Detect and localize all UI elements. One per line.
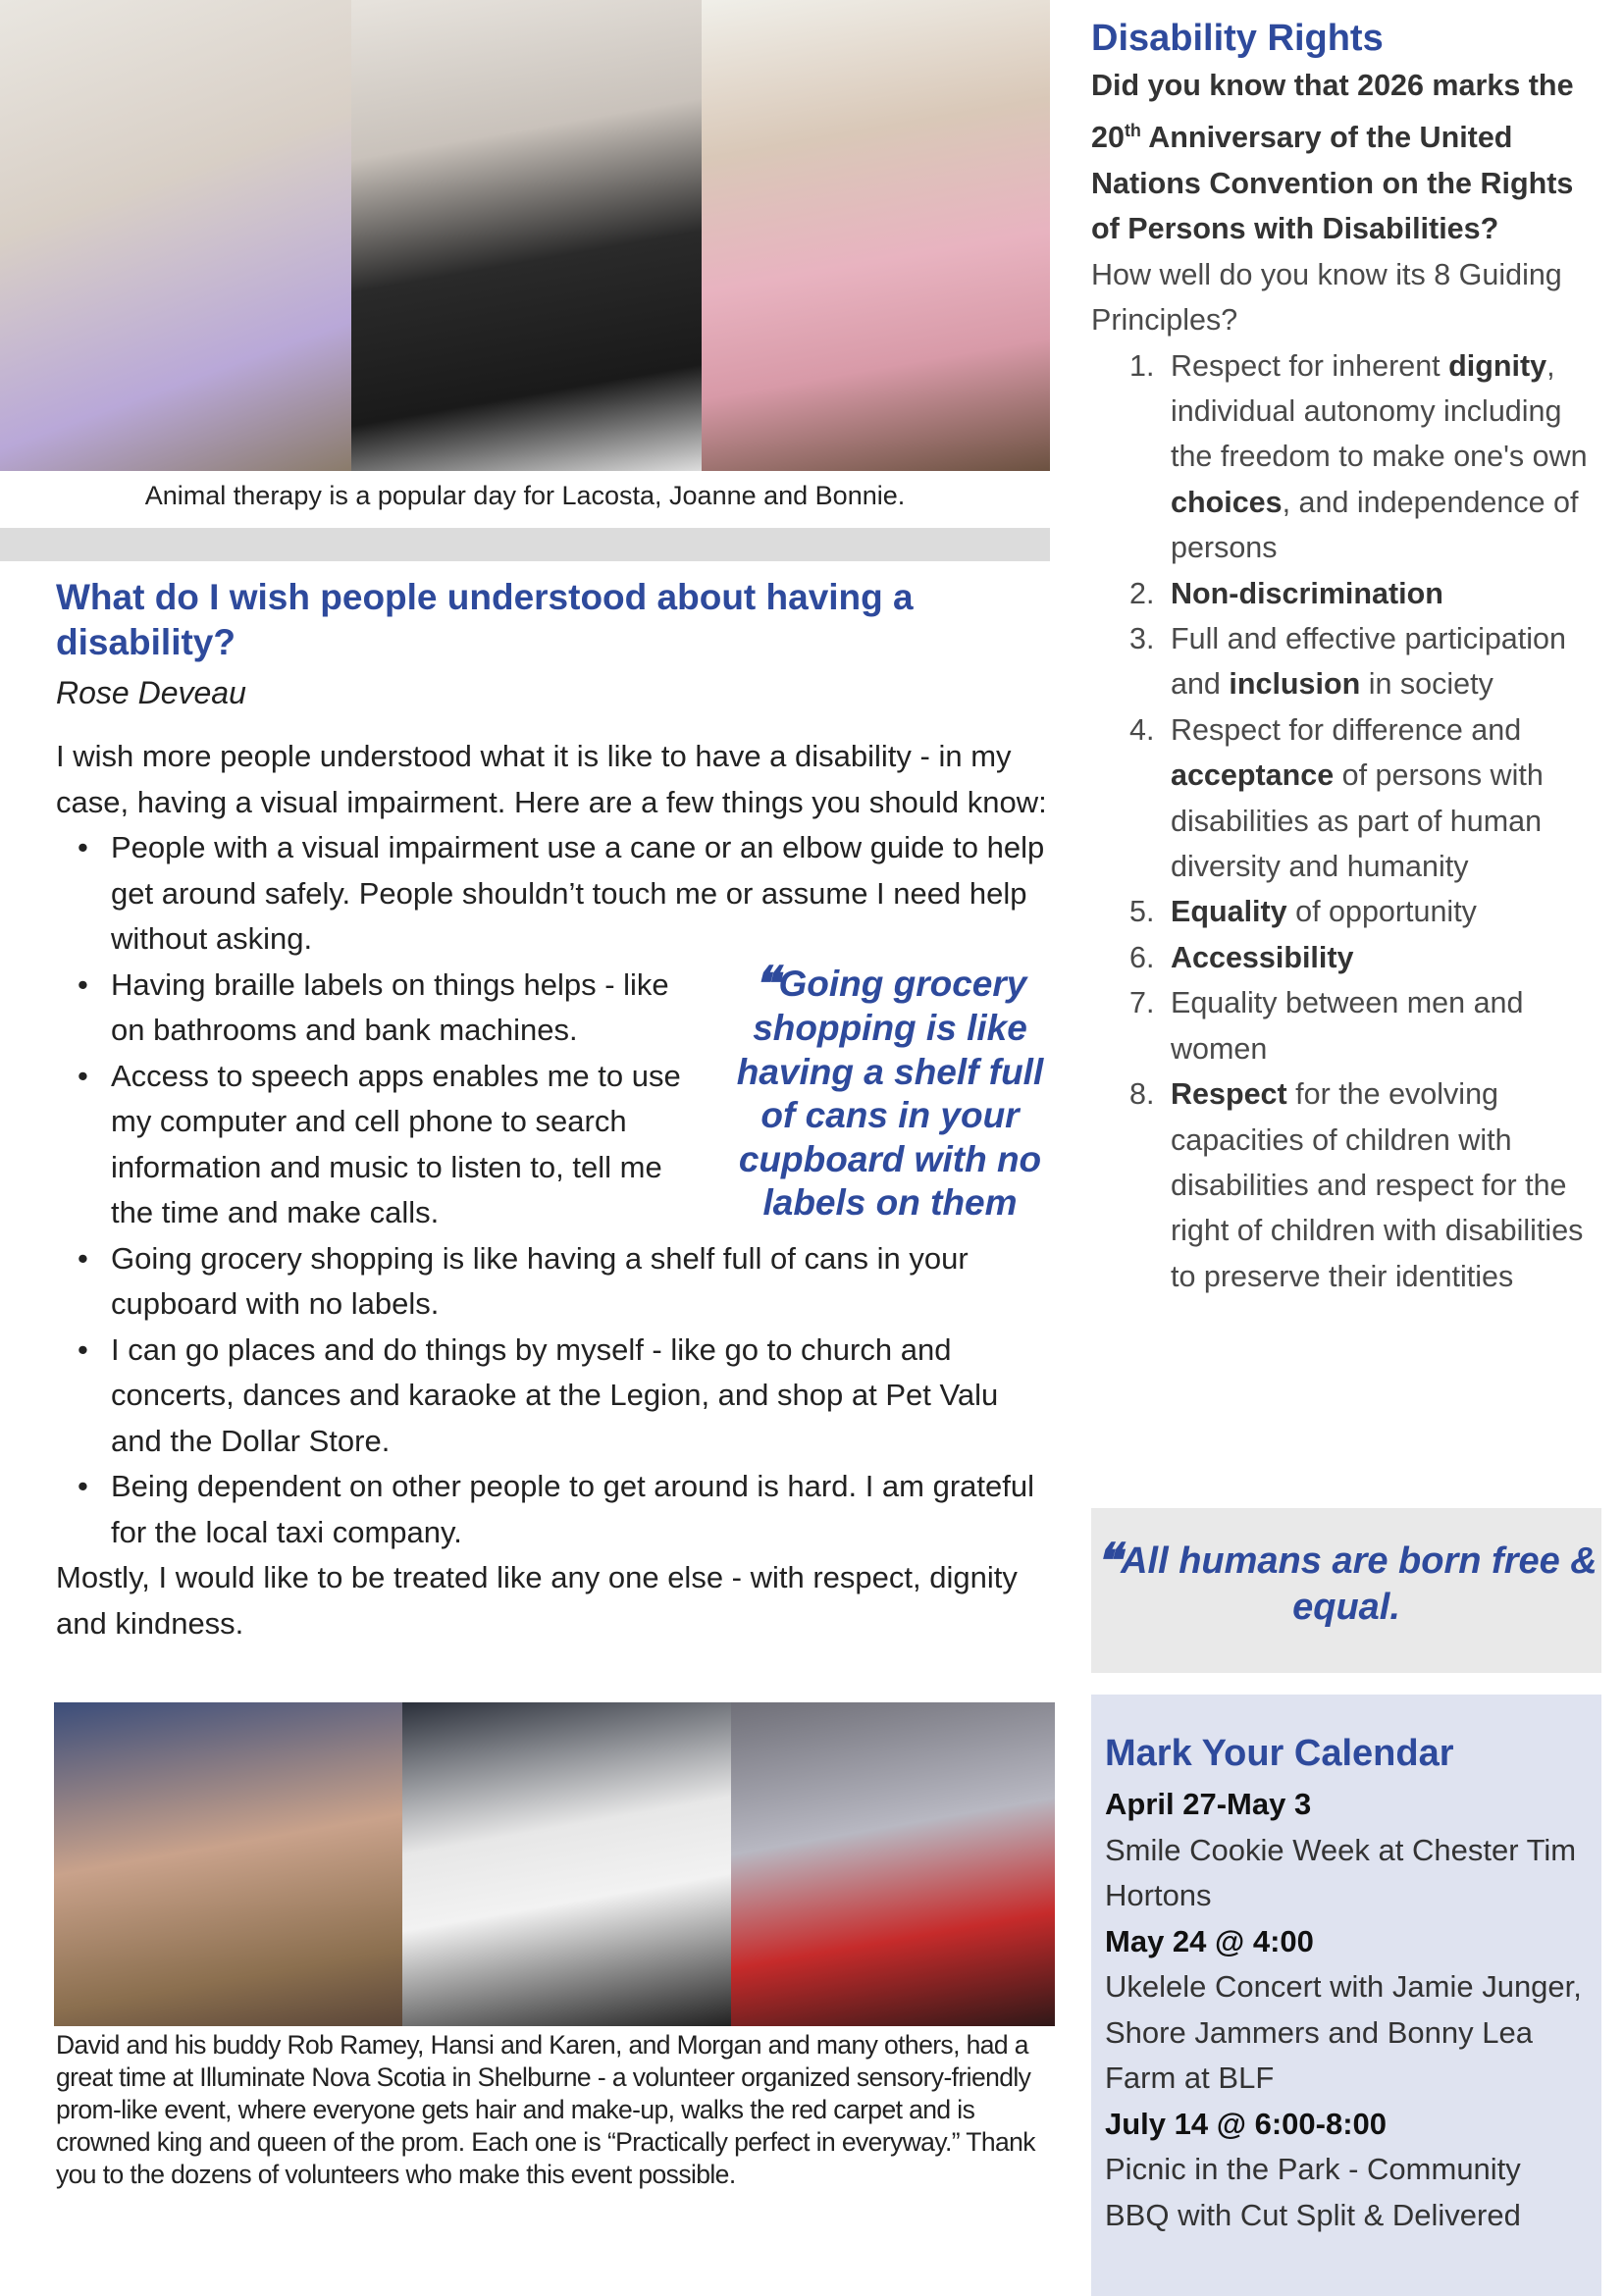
article-body — [56, 734, 1057, 1646]
photo-joanne-with-rabbit — [351, 0, 702, 471]
photo-bonnie-with-animal — [702, 0, 1050, 471]
quote-mark-icon: ❝ — [753, 958, 779, 1011]
rights-question: How well do you know its 8 Guiding Principles? — [1091, 257, 1562, 338]
event-description: Ukelele Concert with Jamie Junger, Shore Jammers and Bonny Lea Farm at BLF — [1105, 1969, 1582, 2095]
list-item: • ❝Going grocery shopping is like having a shelf full of cans in your cupboard with no labels on them Having braille labels on things helps - like on bathrooms and bank machines. — [56, 963, 1057, 1054]
principle-item: 3. Full and effective participation and inclusion in society — [1129, 622, 1566, 702]
principle-item: 6. Accessibility — [1129, 940, 1354, 974]
photo-hansi-and-karen — [402, 1702, 731, 2026]
quote-mark-icon: ❝ — [1095, 1536, 1122, 1588]
calendar-event — [1105, 1919, 1588, 2102]
principle-item: 5. Equality of opportunity — [1129, 895, 1477, 929]
rights-lead: Did you know that 2026 marks the 20th Anniversary of the United Nations Convention on the Rights of Persons with Disabilities? — [1091, 69, 1574, 246]
event-date: April 27-May 3 — [1105, 1787, 1312, 1821]
list-item: • Going grocery shopping is like having a shelf full of cans in your cupboard with no labels. — [56, 1236, 1057, 1328]
event-date: July 14 @ 6:00-8:00 — [1105, 2106, 1387, 2141]
rights-title: Disability Rights — [1091, 18, 1384, 59]
article-bullets — [56, 825, 1057, 1555]
article-intro: I wish more people understood what it is like to have a disability - in my case, having a visual impairment. Here are a few things you should know: — [56, 739, 1047, 819]
photo-morgan-with-rcmp — [731, 1702, 1055, 2026]
principle-item: 1. Respect for inherent dignity, individual autonomy including the freedom to make one's own choices, and independence of persons — [1129, 348, 1588, 565]
pull-quote: • ❝Going grocery shopping is like having a shelf full of cans in your cupboard with no labels on them — [736, 958, 1044, 1223]
divider-bar — [0, 528, 1050, 561]
event-description: Smile Cookie Week at Chester Tim Hortons — [1105, 1832, 1577, 1912]
list-item: • I can go places and do things by myself - like go to church and concerts, dances and karaoke at the Legion, and shop at Pet Valu and the Dollar Store. — [56, 1328, 1057, 1465]
calendar-event — [1105, 1782, 1588, 1919]
article-title: What do I wish people understood about having a disability? — [56, 577, 914, 662]
top-photo-caption: Animal therapy is a popular day for Lacosta, Joanne and Bonnie. — [144, 481, 906, 510]
calendar-title: Mark Your Calendar — [1105, 1733, 1454, 1774]
principle-item: 2. Non-discrimination — [1129, 576, 1443, 610]
disability-rights-section — [1091, 14, 1601, 1299]
principles-list — [1117, 343, 1601, 1300]
list-item: • Being dependent on other people to get around is hard. I am grateful for the local taxi company. — [56, 1464, 1057, 1555]
bottom-photo-caption: David and his buddy Rob Ramey, Hansi and Karen, and Morgan and many others, had a great time at Illuminate Nova Scotia in Shelburne - a volunteer organized sensory-friendly prom-like event, where everyone gets hair and make-up, walks the red carpet and is crowned king and queen of the prom. Each one is “Practically perfect in everyway.” Thank you to the dozens of volunteers who make this event possible. — [56, 2030, 1035, 2189]
quote-box: ❝All humans are born free & equal. — [1091, 1508, 1601, 1673]
photo-lacosta-with-rabbit — [0, 0, 351, 471]
principle-item: 8. Respect for the evolving capacities of children with disabilities and respect for the right of children with disabilities to preserve their identities — [1129, 1077, 1584, 1293]
event-date: May 24 @ 4:00 — [1105, 1923, 1314, 1958]
article-author: Rose Deveau — [56, 675, 246, 710]
principle-item: 4. Respect for difference and acceptance of persons with disabilities as part of human diversity and humanity — [1129, 712, 1544, 884]
article-closing: Mostly, I would like to be treated like any one else - with respect, dignity and kindness. — [56, 1560, 1018, 1641]
event-description: Picnic in the Park - Community BBQ with Cut Split & Delivered — [1105, 2152, 1521, 2232]
photo-david-and-rob — [54, 1702, 402, 2026]
calendar-event — [1105, 2102, 1588, 2239]
list-item: • Access to speech apps enables me to use my computer and cell phone to search information and music to listen to, tell me the time and make calls. — [56, 1054, 1057, 1236]
calendar-section — [1091, 1695, 1601, 2296]
principle-item: 7. Equality between men and women — [1129, 986, 1524, 1066]
list-item: • People with a visual impairment use a cane or an elbow guide to help get around safely. People shouldn’t touch me or assume I need help without asking. — [56, 825, 1057, 963]
